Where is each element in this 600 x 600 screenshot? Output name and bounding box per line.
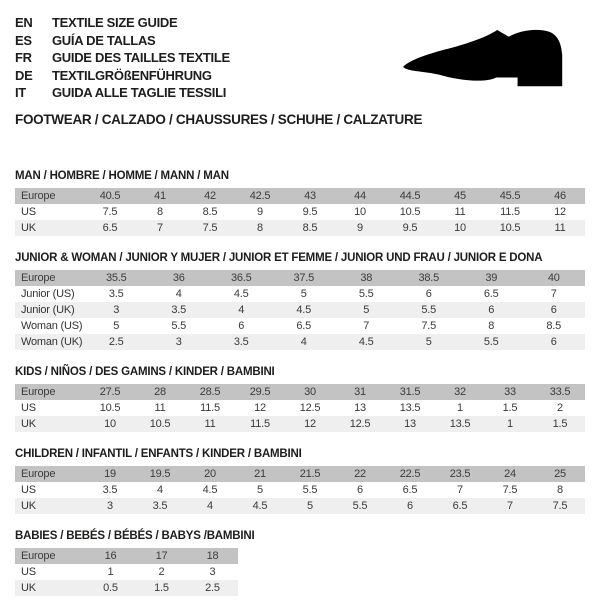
size-cell: 3.5 <box>152 499 168 512</box>
size-cell: 11 <box>154 401 166 414</box>
row-label: Europe <box>21 549 56 562</box>
size-cell: 5.5 <box>171 319 187 332</box>
size-cell: 19 <box>104 467 116 480</box>
size-cell: 5.5 <box>421 303 437 316</box>
size-cell: 3 <box>107 499 113 512</box>
language-label: GUIDA ALLE TAGLIE TESSILI <box>52 85 227 101</box>
size-cell: 10.5 <box>399 205 421 218</box>
size-cell: 42 <box>204 189 216 202</box>
size-cell: 6.5 <box>102 221 118 234</box>
table-row <box>15 416 585 432</box>
size-cell: 5 <box>307 499 313 512</box>
table-row <box>15 466 585 482</box>
size-cell: 4.5 <box>296 303 312 316</box>
size-cell: 16 <box>104 549 117 562</box>
table-row <box>15 548 238 564</box>
size-cell: 8.5 <box>546 319 562 332</box>
size-cell: 12 <box>554 205 566 218</box>
size-cell: 7.5 <box>502 483 518 496</box>
size-cell: 5.5 <box>483 335 499 348</box>
table-row <box>15 220 585 236</box>
size-cell: 38.5 <box>418 271 440 284</box>
table-row <box>15 482 585 498</box>
size-cell: 27.5 <box>99 385 121 398</box>
size-cell: 13.5 <box>449 417 471 430</box>
size-cell: 6.5 <box>483 287 499 300</box>
row-label: Europe <box>21 189 56 202</box>
size-cell: 4.5 <box>252 499 268 512</box>
size-cell: 12.5 <box>299 401 321 414</box>
size-cell: 4 <box>300 335 307 348</box>
size-cell: 28.5 <box>199 385 221 398</box>
size-cell: 40 <box>547 271 560 284</box>
size-cell: 8.5 <box>202 205 218 218</box>
table-row <box>15 318 585 334</box>
size-section-man <box>15 170 585 236</box>
size-cell: 33.5 <box>549 385 571 398</box>
size-cell: 12.5 <box>349 417 371 430</box>
size-cell: 37.5 <box>293 271 315 284</box>
size-cell: 11.5 <box>250 417 270 430</box>
row-label: US <box>21 401 36 414</box>
size-cell: 42.5 <box>249 189 271 202</box>
size-cell: 44 <box>354 189 366 202</box>
row-label: Junior (US) <box>21 287 75 300</box>
section-title-children: CHILDREN / INFANTIL / ENFANTS / KINDER / BAMBINI <box>15 447 302 460</box>
size-cell: 36.5 <box>230 271 252 284</box>
size-cell: 3 <box>113 303 120 316</box>
size-section-babies <box>15 530 585 596</box>
size-cell: 7 <box>550 287 557 300</box>
language-label: GUIDE DES TAILLES TEXTILE <box>52 50 230 66</box>
size-cell: 38 <box>360 271 373 284</box>
row-label: Europe <box>21 467 56 480</box>
size-cell: 9.5 <box>302 205 318 218</box>
row-label: US <box>21 565 36 578</box>
size-table-children <box>15 466 585 514</box>
size-cell: 11.5 <box>200 401 220 414</box>
size-cell: 9.5 <box>402 221 418 234</box>
size-cell: 10.5 <box>99 401 121 414</box>
size-cell: 6 <box>407 499 413 512</box>
size-cell: 33 <box>504 385 516 398</box>
row-label: US <box>21 483 36 496</box>
language-code: IT <box>15 85 26 101</box>
size-cell: 39 <box>485 271 498 284</box>
size-cell: 5 <box>425 335 432 348</box>
size-cell: 7 <box>363 319 370 332</box>
table-row <box>15 564 238 580</box>
size-cell: 5 <box>257 483 263 496</box>
size-cell: 21 <box>254 467 266 480</box>
size-cell: 11.5 <box>500 205 520 218</box>
size-cell: 22.5 <box>399 467 421 480</box>
size-cell: 1.5 <box>502 401 518 414</box>
size-table-junior-woman <box>15 270 585 350</box>
size-cell: 23.5 <box>449 467 471 480</box>
language-label: TEXTILGRÖßENFÜHRUNG <box>52 67 212 83</box>
size-cell: 8 <box>557 483 563 496</box>
size-cell: 2 <box>557 401 563 414</box>
row-label: Woman (UK) <box>21 335 83 348</box>
size-cell: 41 <box>154 189 166 202</box>
size-cell: 3 <box>209 565 216 578</box>
size-cell: 3 <box>175 335 182 348</box>
size-cell: 6 <box>550 335 557 348</box>
size-cell: 11 <box>554 221 566 234</box>
language-label: GUÍA DE TALLAS <box>52 32 156 48</box>
table-row <box>15 188 585 204</box>
dress-shoe-icon <box>398 28 575 94</box>
size-cell: 10.5 <box>499 221 521 234</box>
category-heading: FOOTWEAR / CALZADO / CHAUSSURES / SCHUHE / CALZATURE <box>15 111 423 127</box>
size-cell: 6 <box>238 319 245 332</box>
size-cell: 10.5 <box>149 417 171 430</box>
row-label: UK <box>21 417 36 430</box>
size-cell: 12 <box>254 401 266 414</box>
size-cell: 13 <box>354 401 366 414</box>
size-cell: 22 <box>354 467 366 480</box>
size-cell: 1 <box>107 565 114 578</box>
size-cell: 11 <box>454 205 466 218</box>
row-label: Europe <box>21 385 56 398</box>
size-cell: 30 <box>304 385 316 398</box>
size-cell: 2 <box>158 565 165 578</box>
table-row <box>15 400 585 416</box>
size-cell: 4.5 <box>358 335 374 348</box>
size-cell: 6 <box>488 303 495 316</box>
table-row <box>15 286 585 302</box>
size-cell: 5 <box>113 319 120 332</box>
section-title-man: MAN / HOMBRE / HOMME / MANN / MAN <box>15 169 229 182</box>
table-row <box>15 580 238 596</box>
size-cell: 46 <box>554 189 566 202</box>
size-cell: 10 <box>454 221 466 234</box>
size-table-babies <box>15 548 238 596</box>
size-cell: 4.5 <box>233 287 249 300</box>
language-code: FR <box>15 50 32 66</box>
size-cell: 7 <box>507 499 513 512</box>
size-cell: 44.5 <box>399 189 421 202</box>
size-cell: 6.5 <box>452 499 468 512</box>
size-cell: 1 <box>507 417 513 430</box>
table-row <box>15 204 585 220</box>
size-cell: 31 <box>354 385 366 398</box>
size-cell: 7 <box>157 221 163 234</box>
table-row <box>15 384 585 400</box>
table-row <box>15 302 585 318</box>
size-cell: 43 <box>304 189 316 202</box>
size-cell: 11 <box>204 417 216 430</box>
size-table-kids <box>15 384 585 432</box>
row-label: UK <box>21 221 36 234</box>
row-label: Junior (UK) <box>21 303 75 316</box>
row-label: Woman (US) <box>21 319 83 332</box>
language-label: TEXTILE SIZE GUIDE <box>52 15 178 31</box>
size-cell: 5.5 <box>352 499 368 512</box>
section-title-kids: KIDS / NIÑOS / DES GAMINS / KINDER / BAMBINI <box>15 365 275 378</box>
size-cell: 4 <box>238 303 245 316</box>
row-label: UK <box>21 499 36 512</box>
size-cell: 6 <box>425 287 432 300</box>
size-cell: 9 <box>357 221 363 234</box>
size-section-kids <box>15 366 585 432</box>
size-cell: 36 <box>172 271 185 284</box>
size-cell: 8.5 <box>302 221 318 234</box>
size-cell: 29.5 <box>249 385 271 398</box>
size-cell: 32 <box>454 385 466 398</box>
section-title-babies: BABIES / BEBÉS / BÉBÉS / BABYS /BAMBINI <box>15 529 255 542</box>
size-cell: 1.5 <box>154 581 169 594</box>
size-cell: 1 <box>457 401 463 414</box>
size-cell: 1.5 <box>552 417 568 430</box>
size-cell: 5.5 <box>358 287 374 300</box>
size-section-junior-woman <box>15 252 585 350</box>
size-cell: 25 <box>554 467 566 480</box>
size-cell: 2.5 <box>205 581 220 594</box>
size-cell: 7.5 <box>552 499 568 512</box>
size-cell: 7 <box>457 483 463 496</box>
size-cell: 7.5 <box>421 319 437 332</box>
size-cell: 35.5 <box>105 271 127 284</box>
size-cell: 6.5 <box>296 319 312 332</box>
language-code: ES <box>15 32 32 48</box>
size-cell: 3.5 <box>171 303 187 316</box>
size-cell: 2.5 <box>108 335 124 348</box>
size-cell: 10 <box>104 417 116 430</box>
size-cell: 18 <box>206 549 219 562</box>
size-cell: 13 <box>404 417 416 430</box>
section-title-junior-woman: JUNIOR & WOMAN / JUNIOR Y MUJER / JUNIOR ET FEMME / JUNIOR UND FRAU / JUNIOR E DONA <box>15 251 543 264</box>
size-cell: 40.5 <box>99 189 121 202</box>
language-code: EN <box>15 15 33 31</box>
size-cell: 0.5 <box>103 581 118 594</box>
size-cell: 28 <box>154 385 166 398</box>
row-label: Europe <box>21 271 56 284</box>
row-label: US <box>21 205 36 218</box>
size-cell: 45.5 <box>499 189 521 202</box>
size-cell: 31.5 <box>399 385 421 398</box>
size-cell: 5 <box>363 303 370 316</box>
size-cell: 4 <box>157 483 163 496</box>
size-section-children <box>15 448 585 514</box>
size-cell: 4 <box>207 499 213 512</box>
size-cell: 7.5 <box>202 221 218 234</box>
size-cell: 3.5 <box>233 335 249 348</box>
size-cell: 6 <box>550 303 557 316</box>
size-cell: 7.5 <box>102 205 118 218</box>
size-cell: 20 <box>204 467 216 480</box>
size-cell: 12 <box>304 417 316 430</box>
size-cell: 19.5 <box>149 467 171 480</box>
language-code: DE <box>15 67 33 83</box>
size-cell: 17 <box>155 549 168 562</box>
size-cell: 4.5 <box>202 483 218 496</box>
size-cell: 8 <box>157 205 163 218</box>
size-cell: 45 <box>454 189 466 202</box>
table-row <box>15 270 585 286</box>
size-cell: 10 <box>354 205 366 218</box>
table-row <box>15 498 585 514</box>
size-cell: 8 <box>257 221 263 234</box>
size-cell: 9 <box>257 205 263 218</box>
size-cell: 5.5 <box>302 483 318 496</box>
table-row <box>15 334 585 350</box>
size-cell: 24 <box>504 467 516 480</box>
size-cell: 5 <box>300 287 307 300</box>
size-cell: 3.5 <box>102 483 118 496</box>
size-cell: 13.5 <box>399 401 421 414</box>
size-cell: 6 <box>357 483 363 496</box>
size-cell: 8 <box>488 319 495 332</box>
row-label: UK <box>21 581 36 594</box>
size-cell: 21.5 <box>299 467 321 480</box>
size-table-man <box>15 188 585 236</box>
size-cell: 6.5 <box>402 483 418 496</box>
size-cell: 4 <box>175 287 182 300</box>
size-cell: 3.5 <box>108 287 124 300</box>
